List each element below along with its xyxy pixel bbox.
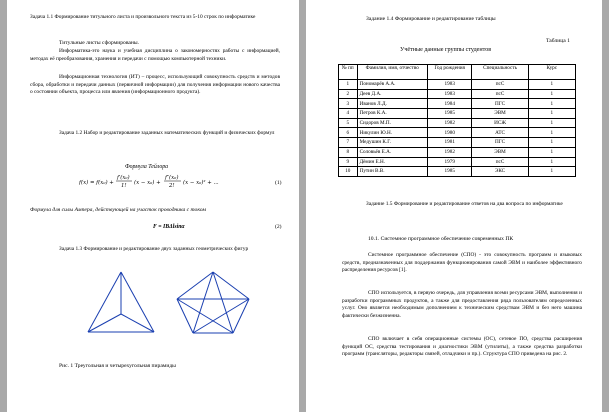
cell-birth-year: 1983 — [427, 80, 472, 90]
paragraph-spo-usage: СПО используется, в первую очередь, для управления всеми ресурсами ЭВМ, выполнения и разработки программных продуктов, а также для предоставления ряда пользователям определенных услуг. Оно является необходимым дополнением к техническим средствам ЭВМ и без него машина фактически безжизненна. — [342, 290, 582, 319]
table-title: Учётные данные группы студентов — [400, 47, 492, 53]
cell-course: 1 — [528, 138, 575, 148]
cell-specialty: псС — [472, 80, 528, 90]
column-header-specialty: Специальность — [472, 65, 528, 80]
cell-name: Пономарёв А.А. — [357, 80, 427, 90]
table-label: Таблица 1 — [546, 38, 570, 44]
column-header-name: Фамилия, имя, отчество — [357, 65, 427, 80]
svg-text:f′(x₀): f′(x₀) — [117, 175, 130, 181]
task-1-2-heading: Задача 1.2 Набор и редактирование заданных математических функций и физических формул — [59, 130, 275, 136]
cell-number: 5 — [339, 118, 358, 128]
cell-birth-year: 1980 — [427, 128, 472, 138]
svg-text:(x − x₀)² + ...: (x − x₀)² + ... — [183, 180, 219, 186]
table-row — [339, 157, 576, 167]
cell-birth-year: 1985 — [427, 109, 472, 119]
cell-name: Соловьёв Е.А. — [357, 147, 427, 157]
paragraph-informatics: Информатика-это наука и учебная дисциплина о закономерностях работы с информацией, методах её преобразования, хранения и передачи с помощью компьютерной техники. — [30, 48, 280, 62]
cell-number: 3 — [339, 99, 358, 109]
taylor-formula-title: Формула Тейлора — [125, 164, 169, 170]
cell-birth-year: 1982 — [427, 147, 472, 157]
cell-name: Деев Д.А. — [357, 89, 427, 99]
task-1-1-heading: Задача 1.1 Формирование титульного листа и произвольного текста из 5-10 строк по информатике — [30, 14, 256, 20]
cell-specialty: АТС — [472, 128, 528, 138]
cell-number: 4 — [339, 109, 358, 119]
figure-caption: Рис. 1 Треугольная и четырехугольная пирамиды — [59, 363, 176, 369]
column-header-course: Курс — [528, 65, 575, 80]
paragraph-spo-definition: Системное программное обеспечение (СПО) - это совокупность программ и языковых средств, предназначенных для поддержания функционирования самой ЭВМ и наиболее эффективного распределения ресурсов [1]. — [342, 252, 582, 273]
cell-number: 9 — [339, 157, 358, 167]
cell-course: 1 — [528, 99, 575, 109]
cell-number: 7 — [339, 138, 358, 148]
table-header-row — [339, 65, 576, 80]
column-header-birth-year: Год рождения — [427, 65, 472, 80]
task-1-4-heading: Задание 1.4 Формирование и редактирование таблицы — [366, 16, 496, 22]
cell-number: 8 — [339, 147, 358, 157]
taylor-formula — [79, 171, 249, 193]
cell-course: 1 — [528, 157, 575, 167]
cell-name: Никулин Ю.Н. — [357, 128, 427, 138]
cell-course: 1 — [528, 89, 575, 99]
svg-text:f″(x₀): f″(x₀) — [165, 175, 179, 181]
cell-course: 1 — [528, 118, 575, 128]
cell-specialty: псС — [472, 89, 528, 99]
cell-specialty: ЭКС — [472, 167, 528, 177]
svg-text:2!: 2! — [169, 183, 175, 189]
cell-specialty: ЭВМ — [472, 147, 528, 157]
section-10-1-heading: 10.1. Системное программное обеспечение современных ПК — [368, 236, 514, 242]
cell-birth-year: 1983 — [427, 89, 472, 99]
table-row — [339, 138, 576, 148]
table-row — [339, 89, 576, 99]
table-row — [339, 99, 576, 109]
cell-number: 10 — [339, 167, 358, 177]
table-row — [339, 118, 576, 128]
svg-text:f(x) = f(x₀) +: f(x) = f(x₀) + — [79, 180, 114, 186]
svg-text:(x − x₀) +: (x − x₀) + — [134, 180, 161, 186]
quadrangular-pyramid-figure — [173, 269, 253, 344]
paragraph-spo-structure: СПО включает в себя операционные системы (ОС), сетевое ПО, средства расширения функций ОС, средства тестирования и диагностики ЭВМ (утилиты), а также средства разработки программ (трансляторы, редакторы связей, отладчики и пр.). Структура СПО приведена на рис. 2. — [342, 336, 582, 357]
paragraph-it: Информационная технология (ИТ) – процесс, использующий совокупность средств и методов сбора, обработки и передачи данных (первичной информации) для получения информации нового качества о состоянии объекта, процесса или явления (информационного продукта). — [30, 74, 280, 95]
cell-number: 2 — [339, 89, 358, 99]
cell-specialty: ИСЖ — [472, 118, 528, 128]
cell-specialty: псС — [472, 157, 528, 167]
ampere-formula-title: Формула для силы Ампера, действующей на участок проводника с током — [30, 207, 206, 213]
cell-name: Иванов Л.Д. — [357, 99, 427, 109]
column-header-number: № пп — [339, 65, 358, 80]
triangular-pyramid-figure — [85, 269, 157, 344]
table-row — [339, 128, 576, 138]
document-page-left — [7, 0, 299, 412]
cell-course: 1 — [528, 128, 575, 138]
taylor-formula-number: (1) — [275, 180, 282, 186]
cell-course: 1 — [528, 167, 575, 177]
cell-name: Медушин К.Г. — [357, 138, 427, 148]
task-1-5-heading: Задание 1.5 Формирование и редактирование ответов на два вопроса по информатике — [366, 201, 563, 207]
document-page-right — [306, 0, 602, 412]
cell-number: 6 — [339, 128, 358, 138]
cell-birth-year: 1981 — [427, 138, 472, 148]
table-row — [339, 147, 576, 157]
cell-name: Дёмин Е.Н. — [357, 157, 427, 167]
ampere-formula: F = IBΔlsinα — [153, 224, 185, 230]
task-1-3-heading: Задача 1.3 Формирование и редактирование двух заданных геометрических фигур — [59, 246, 249, 252]
cell-birth-year: 1985 — [427, 167, 472, 177]
cell-course: 1 — [528, 80, 575, 90]
cell-birth-year: 1982 — [427, 118, 472, 128]
cell-birth-year: 1984 — [427, 99, 472, 109]
ampere-formula-number: (2) — [275, 224, 282, 230]
cell-course: 1 — [528, 147, 575, 157]
cell-number: 1 — [339, 80, 358, 90]
cell-birth-year: 1979 — [427, 157, 472, 167]
cell-name: Петров К.А. — [357, 109, 427, 119]
cell-name: Сидоров М.П. — [357, 118, 427, 128]
title-pages-note: Титульные листы сформированы. — [59, 40, 140, 46]
cell-specialty: ПГС — [472, 138, 528, 148]
table-row — [339, 80, 576, 90]
cell-specialty: ПГС — [472, 99, 528, 109]
students-table — [338, 64, 576, 177]
svg-text:1!: 1! — [121, 183, 127, 189]
cell-specialty: ЭВМ — [472, 109, 528, 119]
cell-name: Путин В.В. — [357, 167, 427, 177]
table-row — [339, 109, 576, 119]
table-row — [339, 167, 576, 177]
cell-course: 1 — [528, 109, 575, 119]
